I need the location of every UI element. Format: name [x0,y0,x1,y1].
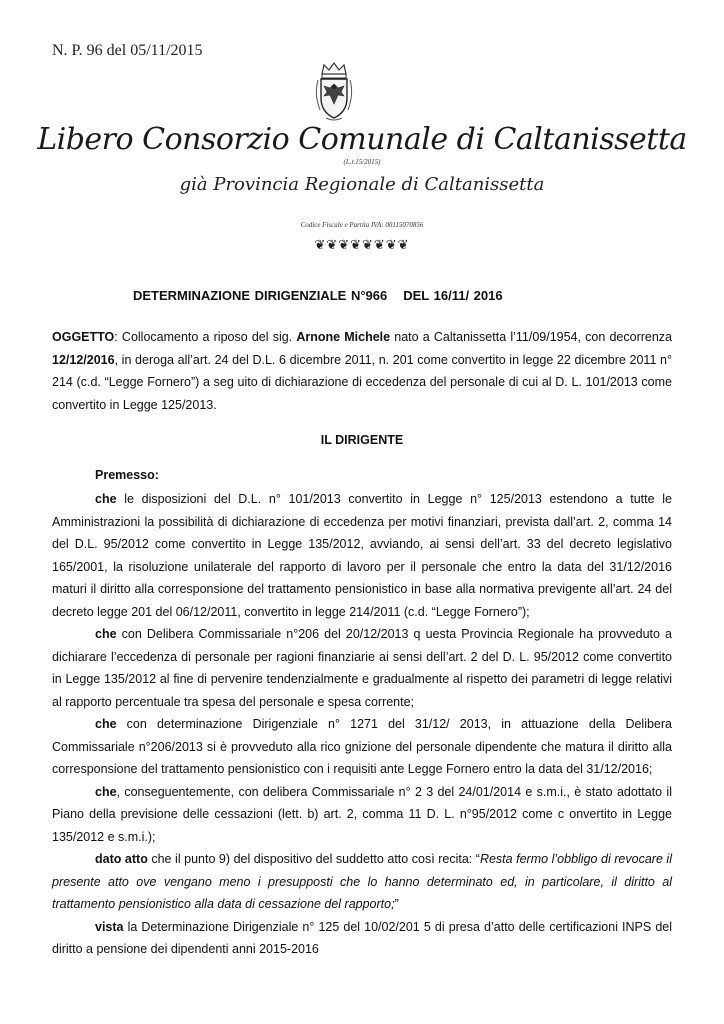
decorative-ornament: ❦❦❦❦❦❦❦❦ [314,238,410,253]
paragraph-text: ” [394,897,399,911]
subject-text: : Collocamento a riposo del sig. [114,330,297,344]
subject-label: OGGETTO [52,330,115,344]
paragraph-text: , conseguentemente, con delibera Commissariale n° 2 3 del 24/01/2014 e s.m.i., è stato adottato il Piano della previsione delle cessazioni (lett. b) art. 2, comma 11 D. L. n°95/2012 come c onvertito in Legge 135/2012 e s.m.i.); [52,784,672,844]
organization-subtitle: già Provincia Regionale di Caltanissetta [179,174,545,195]
fiscal-code: Codice Fiscale e Partita IVA: 00115070856 [300,221,424,229]
paragraph-lead: che [95,717,117,731]
section-heading: IL DIRIGENTE [320,433,404,447]
quoted-text: Resta fermo l’obbligo di revocare il presente atto ove vengano meno i presupposti che lo hanno determinato ed, in particolare, il diritto al trattamento pensionistico alla data di cessazione del rapporto; [52,852,672,911]
determination-date: DEL 16/11/ 2016 [403,288,503,303]
paragraph-text: le disposizioni del D.L. n° 101/2013 convertito in Legge n° 125/2013 estendono a tutte le Amministrazioni la possibilità di dichiarazione di eccedenza per motivi finanziari, prevista dall’art. 2, comma 14 del D.L. 95/2012 come convertito in Legge 135/2012, avviando, ai sensi dell’art. 33 del decreto legislativo 165/2001, la risoluzione unilaterale del rapporto di lavoro per il personale che entro la data del 31/12/2016 maturi il diritto alla corresponsione del trattamento pensionistico in base alla normativa previgente all’art. 24 del decreto legge 201 del 06/12/2011, convertito in legge 214/2011 (c.d. “Legge Fornero”); [52,492,672,619]
paragraph-text: che il punto 9) del dispositivo del suddetto atto così recita: “ [147,852,480,866]
paragraph-text: la Determinazione Dirigenziale n° 125 del 10/02/201 5 di presa d’atto delle certificazioni INPS del diritto a pensione dei dipendenti anni 2015-2016 [52,919,672,956]
paragraph [52,488,672,623]
paragraph-lead: dato atto [95,852,148,866]
paragraph-lead: che [95,784,117,799]
subject-text: nato a Caltanissetta l’11/09/1954, con decorrenza [390,330,673,344]
paragraph-text: con determinazione Dirigenziale n° 1271 del 31/12/ 2013, in attuazione della Delibera Commissariale n°206/2013 si è provveduto alla rico gnizione del personale dipendente che matura il diritto alla corresponsione del trattamento pensionistico con i requisiti ante Legge Fornero entro la data del 31/12/2016; [52,717,672,776]
coat-of-arms-icon [312,60,356,122]
organization-title: Libero Consorzio Comunale di Caltanissetta [37,122,687,157]
paragraph-lead: che [95,492,117,506]
determination-title [133,288,503,303]
premise-paragraphs [52,488,672,961]
subject-paragraph [52,326,672,416]
paragraph-lead: vista [95,919,124,934]
paragraph [52,916,672,961]
paragraph [52,781,672,849]
determination-number: N°966 [350,288,388,303]
paragraph [52,848,672,916]
paragraph-text: con Delibera Commissariale n°206 del 20/12/2013 q uesta Provincia Regionale ha provveduto a dichiarare l’eccedenza di personale per ragioni finanziarie ai sensi dell’art. 2 del D. L. 95/2012 come convertito in Legge 135/2012 al fine di pervenire tendenzialmente e gradualmente al rispetto dei parametri di legge relativi al rapporto percentuale tra spesa del personale e spesa corrente; [52,627,672,709]
paragraph-lead: che [95,627,117,641]
law-reference: (L.r.15/2015) [343,158,381,166]
paragraph [52,623,672,713]
premise-heading: Premesso: [95,468,159,482]
determination-label: DETERMINAZIONE DIRIGENZIALE [133,288,347,303]
subject-text: , in deroga all’art. 24 del D.L. 6 dicembre 2011, n. 201 come convertito in legge 22 dicembre 2011 n° 214 (c.d. “Legge Fornero”) a seg uito di dichiarazione di eccedenza del personale di cui al D. L. 101/2013 come convertito in Legge 125/2013. [52,352,672,412]
paragraph [52,713,672,781]
retirement-date: 12/12/2016 [52,352,115,367]
protocol-number: N. P. 96 del 05/11/2015 [52,42,203,59]
employee-name: Arnone Michele [296,330,391,344]
